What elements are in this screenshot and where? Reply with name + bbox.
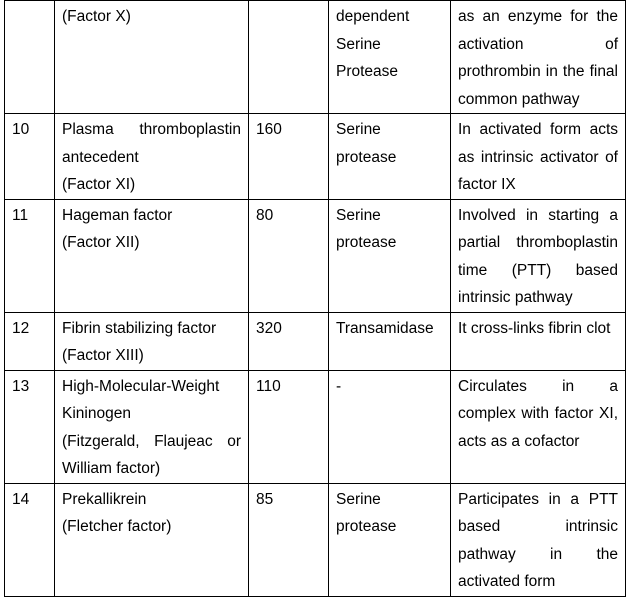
function-line: partial thromboplastin bbox=[458, 234, 618, 251]
enzyme-type-cell bbox=[329, 1, 451, 114]
table-row bbox=[5, 199, 626, 312]
function-line: Participates in a PTT bbox=[458, 490, 618, 508]
function-cell bbox=[451, 1, 626, 114]
factor-number-cell: 13 bbox=[5, 370, 55, 483]
table-row bbox=[5, 483, 626, 596]
function-line: activation of bbox=[458, 35, 618, 53]
function-line: It cross-links fibrin clot bbox=[458, 319, 611, 337]
enzyme-type-line: - bbox=[336, 377, 342, 395]
factor-name-line: William factor) bbox=[62, 460, 161, 477]
table-row bbox=[5, 114, 626, 200]
table-row bbox=[5, 1, 626, 114]
enzyme-type-line: Transamidase bbox=[336, 319, 434, 337]
factor-name-line: Prekallikrein bbox=[62, 490, 147, 508]
enzyme-type-line: dependent bbox=[336, 8, 410, 25]
enzyme-type-cell bbox=[329, 114, 451, 200]
enzyme-type-cell bbox=[329, 370, 451, 483]
function-line: acts as a cofactor bbox=[458, 432, 580, 450]
factor-name-line: Hageman factor bbox=[62, 206, 173, 224]
function-line: intrinsic pathway bbox=[458, 289, 573, 306]
function-line: prothrombin in the final bbox=[458, 63, 618, 80]
function-line: activated form bbox=[458, 573, 556, 590]
function-line: complex with factor XI, bbox=[458, 405, 618, 422]
factor-name-cell bbox=[55, 199, 249, 312]
factor-name-line: (Factor XII) bbox=[62, 234, 140, 251]
factor-name-cell bbox=[55, 114, 249, 200]
enzyme-type-line: Protease bbox=[336, 63, 399, 80]
function-line: pathway in the bbox=[458, 545, 618, 563]
enzyme-type-line: Serine bbox=[336, 35, 381, 53]
function-cell bbox=[451, 114, 626, 200]
molecular-weight-cell: 85 bbox=[249, 483, 329, 596]
enzyme-type-cell bbox=[329, 199, 451, 312]
factor-number-cell: 14 bbox=[5, 483, 55, 596]
molecular-weight-cell: 160 bbox=[249, 114, 329, 200]
factor-name-line: antecedent bbox=[62, 148, 139, 166]
factor-name-line: (Fletcher factor) bbox=[62, 518, 172, 535]
factor-name-line: (Factor XI) bbox=[62, 176, 136, 193]
function-line: time (PTT) based bbox=[458, 261, 618, 279]
factor-name-line: (Factor XIII) bbox=[62, 347, 144, 364]
function-cell bbox=[451, 483, 626, 596]
table-row bbox=[5, 370, 626, 483]
factor-name-line: (Fitzgerald, Flaujeac or bbox=[62, 432, 241, 450]
enzyme-type-line: protease bbox=[336, 518, 397, 535]
factor-name-cell bbox=[55, 312, 249, 370]
factor-number-cell: 11 bbox=[5, 199, 55, 312]
function-line: Involved in starting a bbox=[458, 206, 618, 224]
factor-name-line: Fibrin stabilizing factor bbox=[62, 319, 217, 337]
coagulation-factor-table bbox=[4, 0, 626, 597]
enzyme-type-line: protease bbox=[336, 148, 397, 166]
factor-name-cell bbox=[55, 483, 249, 596]
factor-name-line: High-Molecular-Weight bbox=[62, 377, 220, 395]
molecular-weight-cell bbox=[249, 1, 329, 114]
factor-name-line: (Factor X) bbox=[62, 8, 131, 25]
molecular-weight-cell: 110 bbox=[249, 370, 329, 483]
factor-number-cell bbox=[5, 1, 55, 114]
function-cell bbox=[451, 312, 626, 370]
enzyme-type-cell bbox=[329, 483, 451, 596]
enzyme-type-line: Serine bbox=[336, 490, 381, 508]
factor-name-line: Plasma thromboplastin bbox=[62, 121, 241, 138]
enzyme-type-line: Serine bbox=[336, 206, 381, 224]
function-cell bbox=[451, 199, 626, 312]
function-cell bbox=[451, 370, 626, 483]
function-line: as an enzyme for the bbox=[458, 8, 618, 25]
factor-number-cell: 10 bbox=[5, 114, 55, 200]
factor-name-line: Kininogen bbox=[62, 405, 131, 422]
function-line: common pathway bbox=[458, 90, 580, 108]
function-line: as intrinsic activator of bbox=[458, 148, 618, 166]
enzyme-type-line: Serine bbox=[336, 121, 381, 138]
factor-number-cell: 12 bbox=[5, 312, 55, 370]
function-line: factor IX bbox=[458, 176, 516, 193]
function-line: Circulates in a bbox=[458, 377, 618, 395]
factor-name-cell bbox=[55, 370, 249, 483]
table-row bbox=[5, 312, 626, 370]
function-line: based intrinsic bbox=[458, 518, 618, 535]
molecular-weight-cell: 320 bbox=[249, 312, 329, 370]
function-line: In activated form acts bbox=[458, 121, 618, 138]
enzyme-type-cell bbox=[329, 312, 451, 370]
factor-name-cell bbox=[55, 1, 249, 114]
enzyme-type-line: protease bbox=[336, 234, 397, 251]
molecular-weight-cell: 80 bbox=[249, 199, 329, 312]
